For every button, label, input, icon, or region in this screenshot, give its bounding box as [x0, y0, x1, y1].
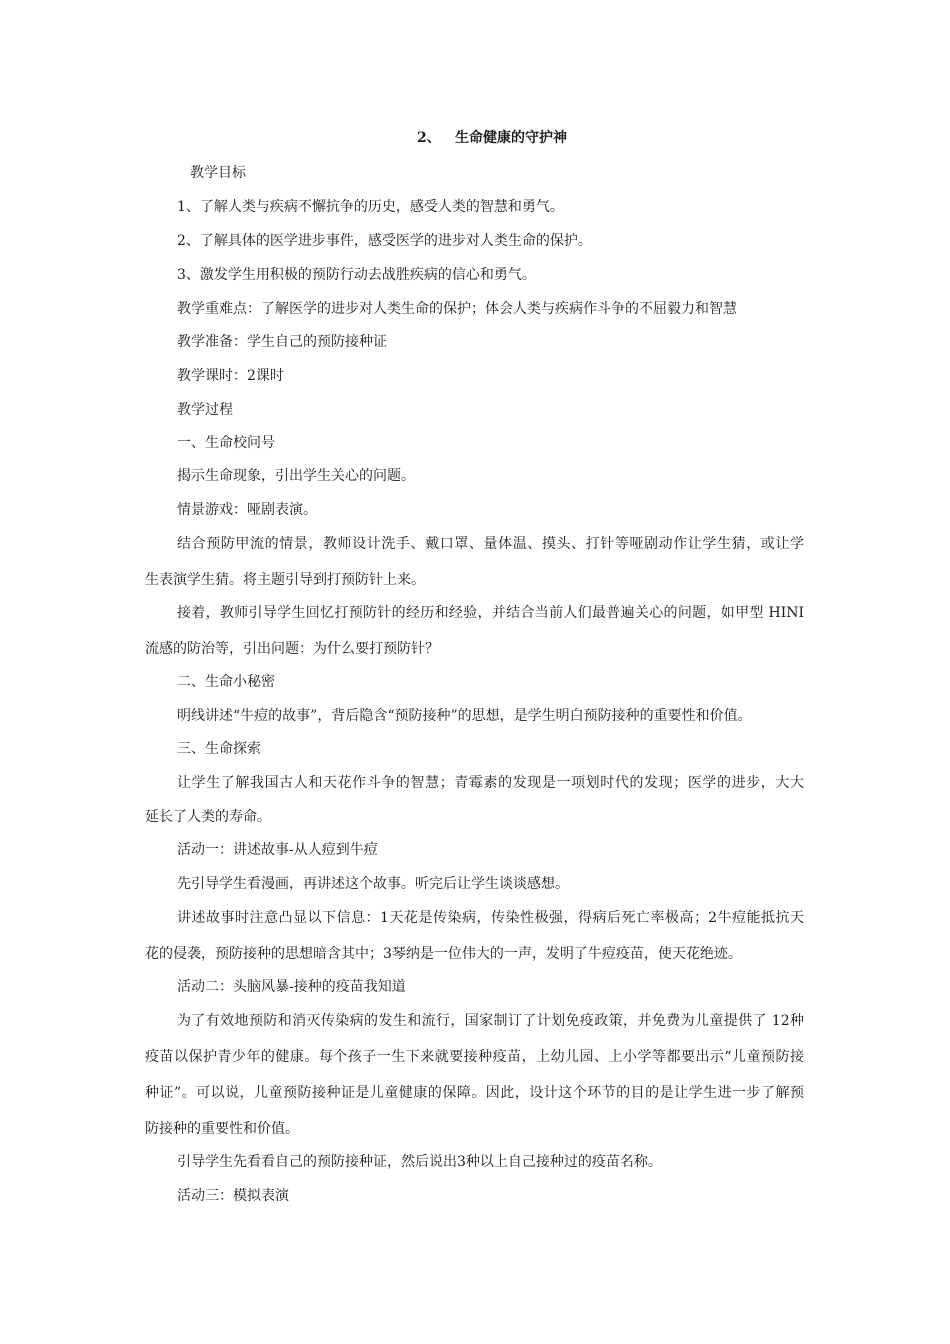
- paragraph-line: 种证”。可以说，儿童预防接种证是儿童健康的保障。因此，设计这个环节的目的是让学生进一步了解预: [145, 1085, 804, 1101]
- teaching-hours: 教学课时：2课时: [177, 368, 284, 384]
- paragraph: 引导学生先看看自己的预防接种证，然后说出3种以上自己接种过的疫苗名称。: [177, 1154, 662, 1170]
- paragraph-line: 延长了人类的寿命。: [145, 809, 271, 825]
- paragraph-line: 结合预防甲流的情景，教师设计洗手、戴口罩、量体温、摸头、打针等哑剧动作让学生猜，或让学: [177, 536, 804, 552]
- heading-teaching-process: 教学过程: [177, 402, 233, 418]
- goal-item-1: 1、了解人类与疾病不懈抗争的历史，感受人类的智慧和勇气。: [177, 199, 564, 215]
- title-number: 2、: [417, 130, 441, 146]
- section-1-heading: 一、生命校问号: [177, 435, 275, 451]
- goal-item-2: 2、了解具体的医学进步事件，感受医学的进步对人类生命的保护。: [177, 233, 592, 249]
- activity-1-heading: 活动一：讲述故事-从人痘到牛痘: [177, 842, 378, 858]
- activity-3-heading: 活动三：模拟表演: [177, 1188, 289, 1204]
- paragraph-line: 让学生了解我国古人和天花作斗争的智慧；青霉素的发现是一项划时代的发现；医学的进步，大大: [177, 775, 804, 791]
- goal-item-3: 3、激发学生用积极的预防行动去战胜疾病的信心和勇气。: [177, 267, 536, 283]
- paragraph-line: 花的侵袭，预防接种的思想暗含其中；3琴纳是一位伟大的一声，发明了牛痘疫苗，使天花绝迹。: [145, 946, 742, 962]
- paragraph: 明线讲述“牛痘的故事”，背后隐含“预防接种”的思想，是学生明白预防接种的重要性和价值。: [177, 708, 752, 724]
- paragraph-line: 为了有效地预防和消灭传染病的发生和流行，国家制订了计划免疫政策，并免费为儿童提供了 12种: [177, 1013, 804, 1029]
- paragraph-line: 防接种的重要性和价值。: [145, 1121, 299, 1137]
- section-3-heading: 三、生命探索: [177, 741, 261, 757]
- paragraph-line: 接着，教师引导学生回忆打预防针的经历和经验，并结合当前人们最普遍关心的问题，如甲型 HINI: [177, 605, 804, 621]
- heading-teaching-goals: 教学目标: [190, 165, 246, 181]
- teaching-preparation: 教学准备：学生自己的预防接种证: [177, 334, 387, 350]
- paragraph: 情景游戏：哑剧表演。: [177, 502, 317, 518]
- activity-2-heading: 活动二：头脑风暴-接种的疫苗我知道: [177, 979, 406, 995]
- paragraph: 揭示生命现象，引出学生关心的问题。: [177, 468, 415, 484]
- paragraph-line: 疫苗以保护青少年的健康。每个孩子一生下来就要接种疫苗，上幼儿园、上小学等都要出示“儿童预防接: [145, 1049, 804, 1065]
- key-difficulties: 教学重难点：了解医学的进步对人类生命的保护；体会人类与疾病作斗争的不屈毅力和智慧: [177, 301, 737, 317]
- title-text: 生命健康的守护神: [455, 130, 567, 146]
- paragraph-line: 生表演学生猜。将主题引导到打预防针上来。: [145, 572, 425, 588]
- section-2-heading: 二、生命小秘密: [177, 674, 275, 690]
- paragraph-line: 流感的防治等，引出问题：为什么要打预防针？: [145, 641, 439, 657]
- paragraph-line: 讲述故事时注意凸显以下信息：1天花是传染病，传染性极强，得病后死亡率极高；2牛痘能抵抗天: [177, 910, 804, 926]
- paragraph: 先引导学生看漫画，再讲述这个故事。听完后让学生谈谈感想。: [177, 876, 569, 892]
- document-title: [417, 128, 567, 148]
